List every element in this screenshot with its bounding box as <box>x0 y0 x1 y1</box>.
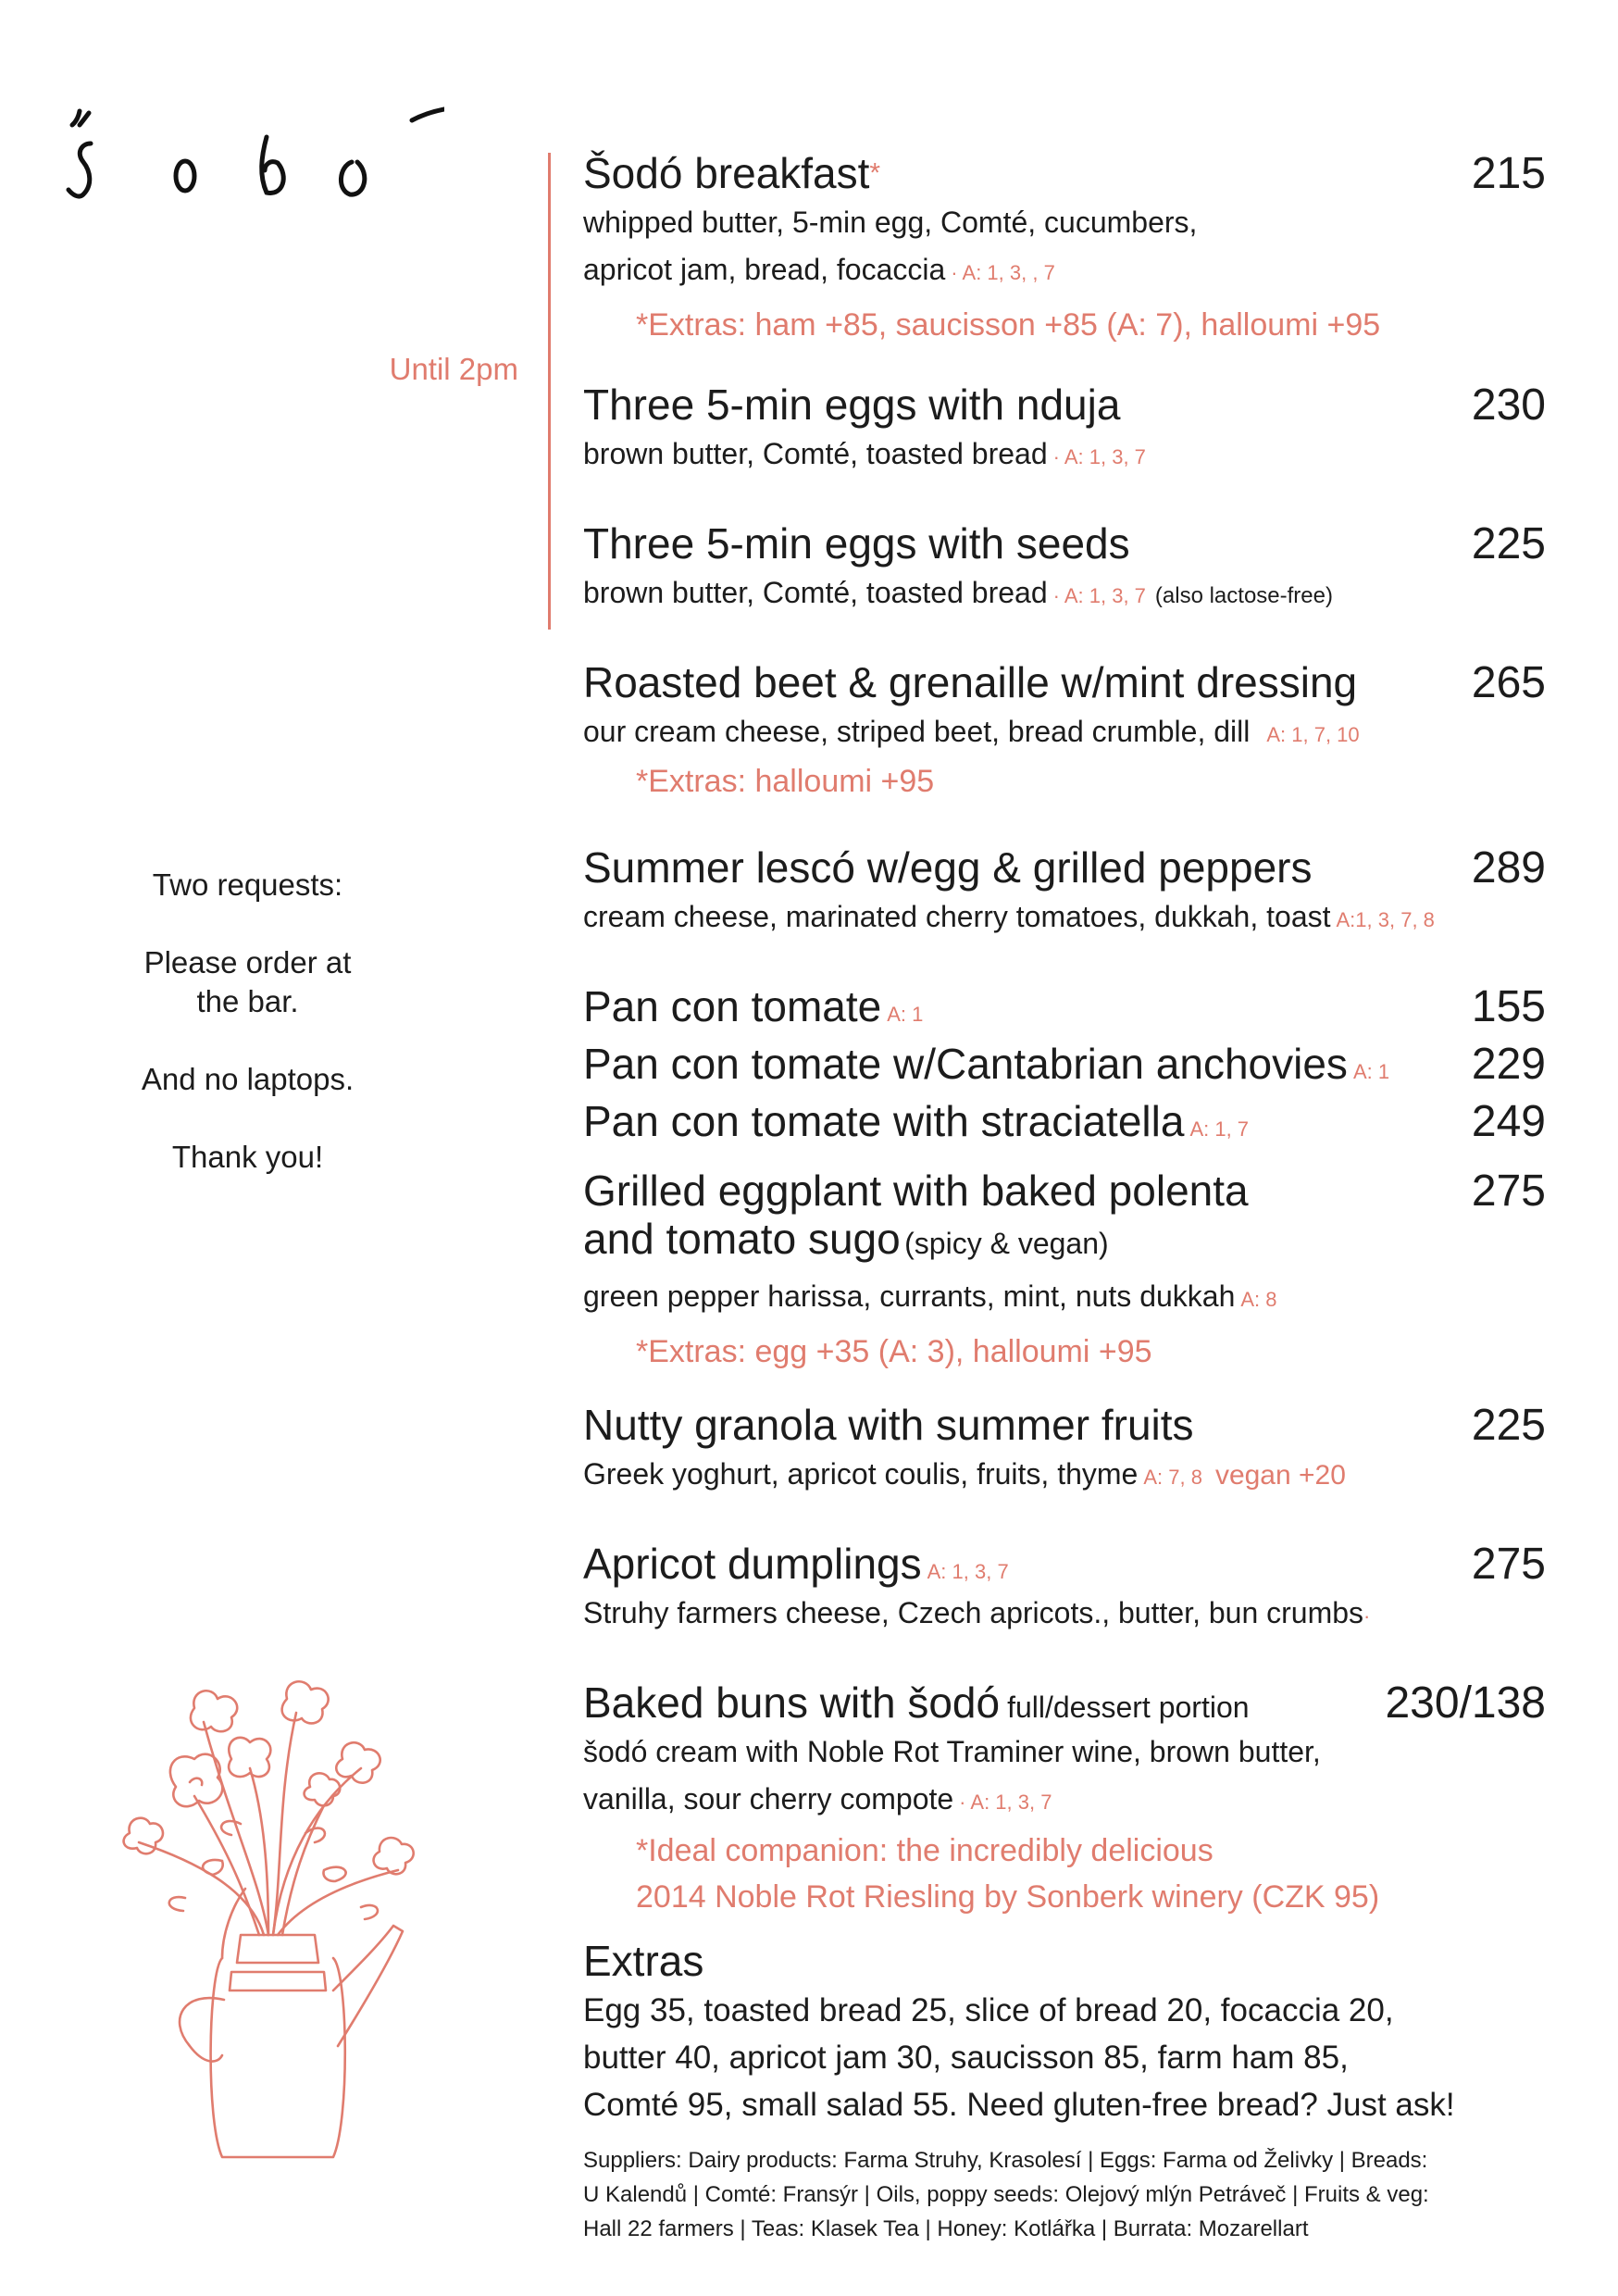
request-order-line2: the bar. <box>196 984 299 1018</box>
item-portion: full/dessert portion <box>1007 1691 1250 1724</box>
item-allergens: A: 7, 8 <box>1143 1466 1202 1489</box>
item-price: 275 <box>1471 1167 1546 1216</box>
hours-label: Until 2pm <box>389 352 518 386</box>
wine-pairing: 2014 Noble Rot Riesling by Sonberk winery (CZK 95) <box>636 1879 1380 1915</box>
menu-item <box>583 518 1546 619</box>
sodo-logo <box>56 102 444 222</box>
extras-line: butter 40, apricot jam 30, saucisson 85, farm ham 85, <box>583 2040 1349 2076</box>
item-price: 155 <box>1471 982 1546 1031</box>
item-description: šodó cream with Noble Rot Traminer wine, brown butter, <box>583 1735 1321 1768</box>
extras-section <box>583 1935 1546 2128</box>
menu-item <box>583 1678 1546 1920</box>
item-description: brown butter, Comté, toasted bread <box>583 437 1048 470</box>
menu-item <box>583 842 1546 943</box>
item-mark: * <box>869 157 881 189</box>
item-description: cream cheese, marinated cherry tomatoes, dukkah, toast <box>583 900 1331 933</box>
item-note: (spicy & vegan) <box>904 1227 1109 1260</box>
item-allergens: A: 1, 7 <box>1189 1117 1250 1141</box>
item-price: 215 <box>1471 149 1546 198</box>
item-name-line2: and tomato sugo <box>583 1215 901 1263</box>
menu-item <box>583 657 1546 805</box>
extras-line: Egg 35, toasted bread 25, slice of bread 20, focaccia 20, <box>583 1992 1394 2028</box>
item-description: brown butter, Comté, toasted bread <box>583 576 1048 609</box>
item-allergens: · A: 1, 3, 7 <box>1052 584 1146 607</box>
item-name: Three 5-min eggs with nduja <box>583 381 1121 429</box>
item-name: Apricot dumplings <box>583 1540 922 1588</box>
item-allergens: A:1, 3, 7, 8 <box>1336 908 1435 931</box>
item-name: Nutty granola with summer fruits <box>583 1401 1194 1449</box>
item-description: vanilla, sour cherry compote <box>583 1782 954 1816</box>
item-allergens: · A: 1, 3, 7 <box>1052 445 1146 468</box>
item-note: (also lactose-free) <box>1154 583 1333 608</box>
suppliers-line: U Kalendů | Comté: Fransýr | Oils, poppy seeds: Olejový mlýn Petráveč | Fruits & veg: <box>583 2182 1429 2207</box>
item-description: our cream cheese, striped beet, bread crumble, dill <box>583 715 1251 748</box>
extras-title: Extras <box>583 1937 704 1985</box>
item-price: 249 <box>1471 1097 1546 1146</box>
item-allergens: A: 8 <box>1240 1288 1277 1311</box>
requests-note <box>93 866 403 1216</box>
suppliers-section <box>583 2143 1546 2246</box>
item-price: 275 <box>1471 1540 1546 1589</box>
item-allergens: A: 1, 7, 10 <box>1266 723 1360 746</box>
item-extras: *Extras: ham +85, saucisson +85 (A: 7), halloumi +95 <box>636 307 1381 343</box>
item-name: Summer lescó w/egg & grilled peppers <box>583 843 1313 892</box>
vegan-option: vegan +20 <box>1214 1460 1346 1491</box>
item-price: 289 <box>1471 843 1546 892</box>
item-name: Grilled eggplant with baked polenta <box>583 1167 1249 1215</box>
requests-title: Two requests: <box>152 867 343 902</box>
request-order-line1: Please order at <box>143 945 352 980</box>
extras-line: Comté 95, small salad 55. Need gluten-free bread? Just ask! <box>583 2087 1455 2123</box>
item-description: Greek yoghurt, apricot coulis, fruits, thyme <box>583 1457 1139 1491</box>
menu-item <box>583 1400 1546 1501</box>
wine-pairing: *Ideal companion: the incredibly delicious <box>636 1833 1214 1868</box>
suppliers-line: Suppliers: Dairy products: Farma Struhy, Krasolesí | Eggs: Farma od Želivky | Breads: <box>583 2148 1428 2173</box>
item-name: Three 5-min eggs with seeds <box>583 519 1130 568</box>
item-description: green pepper harissa, currants, mint, nuts dukkah <box>583 1279 1236 1313</box>
item-name: Pan con tomate <box>583 982 882 1030</box>
item-price: 230 <box>1471 381 1546 430</box>
menu-item <box>583 148 1546 348</box>
item-name: Pan con tomate with straciatella <box>583 1097 1185 1145</box>
item-description: apricot jam, bread, focaccia <box>583 253 946 286</box>
item-allergens: · A: 1, 3, 7 <box>959 1791 1052 1814</box>
menu-item <box>583 983 1546 1155</box>
item-description: whipped butter, 5-min egg, Comté, cucumbers, <box>583 206 1198 239</box>
item-description-tail: · <box>1363 1604 1371 1628</box>
item-price: 225 <box>1471 519 1546 568</box>
thank-you: Thank you! <box>171 1140 324 1174</box>
item-extras: *Extras: egg +35 (A: 3), halloumi +95 <box>636 1334 1152 1369</box>
item-name: Šodó breakfast <box>583 149 870 197</box>
item-name: Roasted beet & grenaille w/mint dressing <box>583 658 1358 706</box>
item-name: Pan con tomate w/Cantabrian anchovies <box>583 1040 1348 1088</box>
item-description: Struhy farmers cheese, Czech apricots., butter, bun crumbs <box>583 1596 1364 1629</box>
item-allergens: A: 1 <box>1352 1060 1390 1083</box>
suppliers-line: Hall 22 farmers | Teas: Klasek Tea | Honey: Kotlářka | Burrata: Mozarellart <box>583 2216 1309 2241</box>
item-name: Baked buns with šodó <box>583 1678 1001 1727</box>
item-extras: *Extras: halloumi +95 <box>636 764 935 799</box>
item-price: 265 <box>1471 658 1546 707</box>
item-price: 225 <box>1471 1401 1546 1450</box>
menu-item <box>583 380 1546 480</box>
request-laptops: And no laptops. <box>141 1062 355 1096</box>
divider-line <box>548 153 551 630</box>
item-allergens: A: 1 <box>887 1003 924 1026</box>
menu-item <box>583 1167 1546 1375</box>
menu-item <box>583 1539 1546 1640</box>
item-price: 230/138 <box>1385 1678 1546 1728</box>
item-price: 229 <box>1471 1040 1546 1089</box>
item-allergens: · A: 1, 3, , 7 <box>951 261 1055 284</box>
item-allergens: A: 1, 3, 7 <box>927 1560 1009 1583</box>
flower-vase-illustration <box>83 1657 472 2176</box>
